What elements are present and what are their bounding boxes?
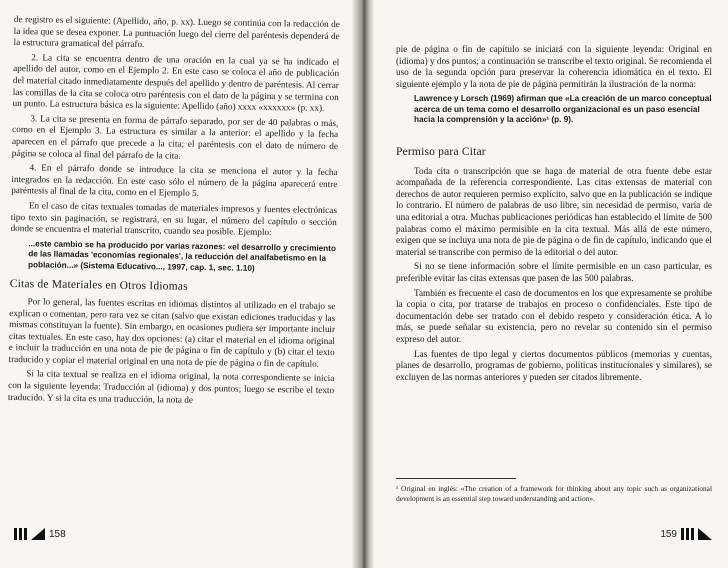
folio-bars-icon xyxy=(681,528,694,540)
left-paragraph-5: En el caso de citas textuales tomadas de materiales impresos y fuentes electrónicas tipo texto sin paginación, se registrará, en su lugar, el número del capítulo o sección donde se encuentra el material transcrito, cuando sea posible. Ejemplo: xyxy=(10,200,338,238)
left-paragraph-2: 2. La cita se encuentra dentro de una oración en la cual ya se ha indicado el apellido del autor, como en el Ejemplo 2. En este caso se coloca el año de publicación del material citado inmediatamente después del apellido y dentro de paréntesis. Al cerrar las comillas de la cita se coloca otro paréntesis con el dato de la página y se termina con un punto. La estructura básica es la siguiente: Apellido (año) xxxx «xxxxxx» (p. xx). xyxy=(12,52,340,114)
left-block-quote: ...este cambio se ha producido por varias razones: «el desarrollo y crecimiento de las llamadas 'economías regionales', la reducción del analfabetismo en la población...» (Sistema Educativo..., 1997, cap. 1, sec. 1.10) xyxy=(28,238,337,273)
footnote: ¹ Original en inglés: «The creation of a framework for thinking about any topic such as organizational development is an essential step toward understanding and action». xyxy=(396,484,712,503)
folio-triangle-icon xyxy=(698,528,712,540)
left-section-heading: Citas de Materiales en Otros Idiomas xyxy=(9,277,188,293)
right-page-number: 159 xyxy=(660,528,677,540)
right-section-heading: Permiso para Citar xyxy=(396,145,486,158)
right-paragraph-top: pie de página o fin de capítulo se iniciará con la siguiente leyenda: Original en (idioma) y dos puntos; a continuación se transcribe el texto original. Se recomienda el uso de la segunda opción para preservar la coherencia idiomática en el texto. El siguiente ejemplo y la nota de pie de página permitirán la ilustración de la norma: xyxy=(396,44,712,89)
right-page xyxy=(364,0,728,568)
left-page xyxy=(0,0,358,568)
right-folio xyxy=(660,528,712,540)
folio-triangle-icon xyxy=(31,528,45,540)
left-page-number: 158 xyxy=(49,528,66,540)
left-paragraph-1: de registro es el siguiente: (Apellido, año, p. xx). Luego se continúa con la redacción de la idea que se desea exponer. La puntuación luego del cierre del paréntesis dependerá de la estructura gramatical del párrafo. xyxy=(13,14,340,50)
left-paragraph-7: Si la cita textual se realiza en el idioma original, la nota correspondiente se inicia con la siguiente leyenda: Traducción al (idioma) y dos puntos; luego se escribe el texto traducido. Y si la cita es una traducción, la nota de xyxy=(7,368,335,405)
footnote-rule xyxy=(396,478,516,479)
folio-bars-icon xyxy=(14,528,27,540)
left-folio xyxy=(14,528,66,540)
book-gutter xyxy=(352,0,374,568)
right-paragraph-3: También es frecuente el caso de documentos en los que expresamente se prohíbe la copia o cita, por tratarse de trabajos en proceso o confidenciales. Este tipo de documentación debe ser tratado con el debido respeto y consideración ética. A lo más, se puede señalar su existencia, pero no revelar su contenido sin el permiso expreso del autor. xyxy=(396,287,712,344)
right-text-column xyxy=(396,44,712,386)
left-paragraph-6: Por lo general, las fuentes escritas en idiomas distintos al utilizado en el trabajo se explican o comentan, pero rara vez se citan (salvo que existan ediciones traducidas y las mismas constituyan la fuente). Sin embargo, en ocasiones pudiera ser importante incluir citas textuales. En este caso, hay dos opciones: (a) citar el material en el idioma original e incluir la traducción en una nota de pie de página o fin de capítulo y (b) citar el texto traducido y copiar el material original en una nota de pie de página o fin de capítulo. xyxy=(8,296,336,369)
right-paragraph-4: Las fuentes de tipo legal y ciertos documentos públicos (memorias y cuentas, planes de desarrollo, programas de gobierno, políticas institucionales y similares), se excluyen de las normas anteriores y pueden ser citados libremente. xyxy=(396,348,712,382)
left-paragraph-3: 3. La cita se presenta en forma de párrafo separado, por ser de 40 palabras o más, como en el Ejemplo 3. La estructura es similar a la anterior: el apellido y la fecha aparecen en el párrafo que precede a la cita; el paréntesis con el dato de número de página se coloca al final del párrafo de la cita. xyxy=(11,113,339,161)
left-text-column xyxy=(8,14,340,411)
right-paragraph-2: Si no se tiene información sobre el límite permisible en un caso particular, es preferible evitar las citas extensas que pasen de las 500 palabras. xyxy=(396,261,712,283)
right-block-quote: Lawrence y Lorsch (1969) afirman que «La creación de un marco conceptual acerca de un tema como el desarrollo organizacional es un paso esencial hacia la comprensión y la acción»¹ (p. 9). xyxy=(414,94,712,125)
left-paragraph-4: 4. En el párrafo donde se introduce la cita se menciona el autor y la fecha integrados en la redacción. En este caso sólo el número de la página aparecerá entre paréntesis al final de la cita, como en el Ejemplo 5. xyxy=(11,162,338,199)
right-paragraph-1: Toda cita o transcripción que se haga de material de otra fuente debe estar acompañada de la referencia correspondiente. Las citas extensas de material con derechos de autor requieren permiso explícito, salvo que en la publicación se indique lo contrario. El número de palabras de uso libre, sin necesidad de permiso, varía de una editorial a otra. Muchas publicaciones periódicas han establecido el límite de 500 palabras como el máximo permisible en la cita textual. Más allá de este número, exigen que se incluya una nota de pie de página o de fin de capítulo, indicando que el material se transcribe con permiso de la editorial o del autor. xyxy=(396,165,712,257)
